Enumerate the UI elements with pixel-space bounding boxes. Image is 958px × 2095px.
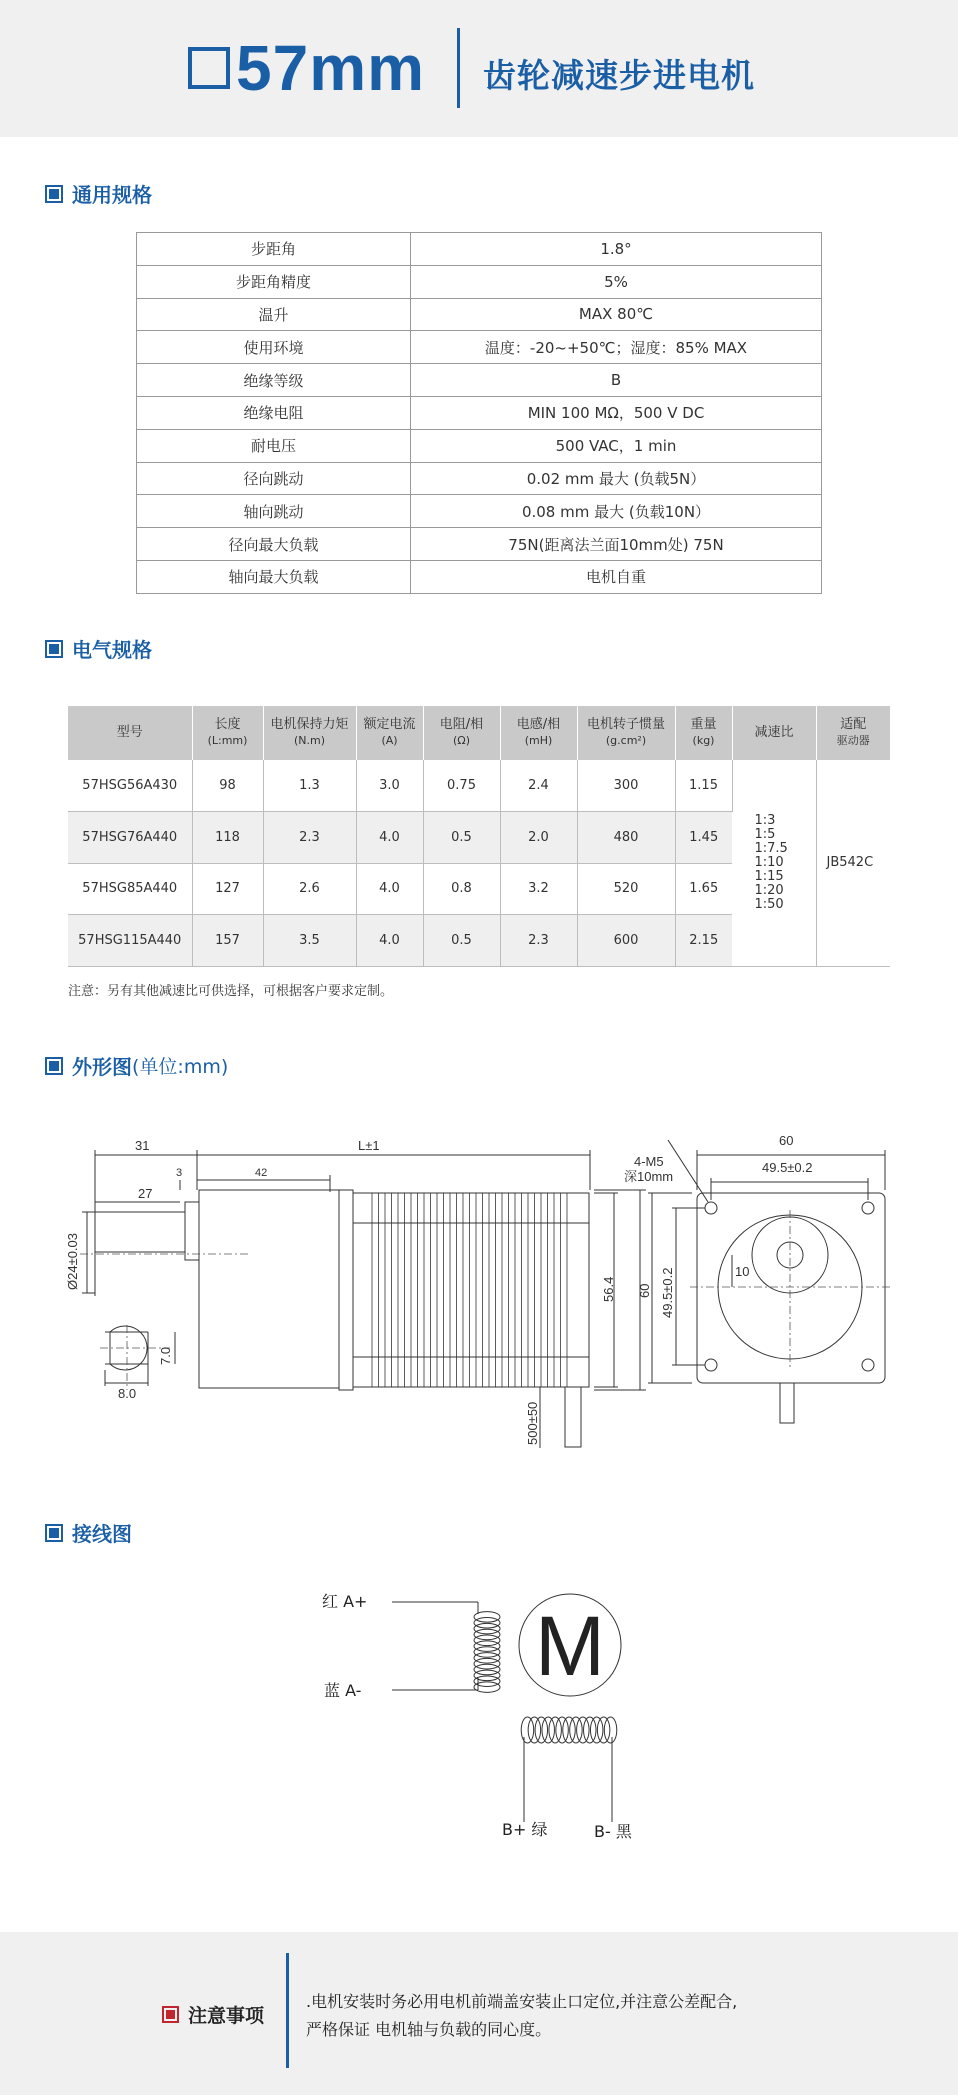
spec-row bbox=[137, 265, 822, 298]
spec-row bbox=[137, 298, 822, 331]
column-header-title: 电阻/相 bbox=[439, 717, 484, 732]
spec-key: 温升 bbox=[137, 298, 411, 331]
page-title: 齿轮减速步进电机 bbox=[483, 56, 755, 95]
spec-value: 电机自重 bbox=[411, 560, 822, 593]
dim-shaft-dia: Ø24±0.03 bbox=[65, 1232, 80, 1290]
column-header-title: 电机保持力矩 bbox=[270, 717, 349, 732]
motor-symbol: M bbox=[535, 1599, 605, 1693]
table-cell: 57HSG115A440 bbox=[68, 915, 192, 967]
outline-drawing bbox=[0, 1100, 958, 1480]
spec-key: 径向跳动 bbox=[137, 462, 411, 495]
table-cell: 4.0 bbox=[356, 812, 423, 864]
table-cell: 57HSG56A430 bbox=[68, 760, 192, 812]
table-cell: 4.0 bbox=[356, 915, 423, 967]
dim-56-4: 56.4 bbox=[601, 1276, 616, 1302]
spec-value: 0.02 mm 最大 (负载5N） bbox=[411, 462, 822, 495]
driver-cell: JB542C bbox=[816, 760, 890, 966]
column-header-unit: (L:mm) bbox=[207, 734, 248, 747]
column-header bbox=[732, 706, 816, 760]
section-wiring-heading bbox=[45, 1518, 132, 1547]
notice-label: 注意事项 bbox=[188, 2005, 265, 2027]
column-header bbox=[263, 706, 356, 760]
section-wiring-label: 接线图 bbox=[72, 1522, 132, 1546]
wire-b-minus-label: B- 黑 bbox=[594, 1822, 632, 1841]
spec-key: 轴向跳动 bbox=[137, 495, 411, 528]
column-header bbox=[356, 706, 423, 760]
dim-42: 42 bbox=[255, 1167, 268, 1179]
dim-7: 7.0 bbox=[158, 1346, 173, 1365]
electrical-spec-table bbox=[68, 706, 890, 967]
column-header-title: 重量 bbox=[690, 717, 717, 732]
spec-row bbox=[137, 462, 822, 495]
dim-m5: 4-M5 bbox=[634, 1154, 664, 1169]
ratio-item: 1:10 bbox=[754, 854, 784, 870]
column-header bbox=[577, 706, 675, 760]
table-cell: 300 bbox=[577, 760, 675, 812]
column-header-unit: (Ω) bbox=[453, 734, 470, 747]
column-header-unit: (N.m) bbox=[293, 734, 326, 747]
spec-row bbox=[137, 560, 822, 593]
table-cell: 3.0 bbox=[356, 760, 423, 812]
column-header-title: 电感/相 bbox=[516, 717, 561, 732]
wiring-diagram bbox=[0, 1560, 958, 1870]
table-cell: 3.5 bbox=[263, 915, 356, 967]
table-cell: 157 bbox=[192, 915, 263, 967]
table-cell: 0.75 bbox=[423, 760, 500, 812]
table-cell: 1.15 bbox=[675, 760, 732, 812]
column-header-unit: 驱动器 bbox=[836, 734, 870, 747]
spec-value: 75N(距离法兰面10mm处) 75N bbox=[411, 528, 822, 561]
spec-value: 500 VAC，1 min bbox=[411, 429, 822, 462]
dim-31: 31 bbox=[135, 1138, 150, 1153]
table-cell: 1.45 bbox=[675, 812, 732, 864]
table-cell: 480 bbox=[577, 812, 675, 864]
table-cell: 1.65 bbox=[675, 863, 732, 915]
dim-60: 60 bbox=[779, 1133, 794, 1148]
section-bullet-icon bbox=[45, 640, 63, 658]
table-cell: 3.2 bbox=[500, 863, 577, 915]
motor-size-text: 57mm bbox=[236, 32, 425, 104]
column-header-title: 电机转子惯量 bbox=[586, 717, 665, 732]
notice-line-2: 严格保证 电机轴与负载的同心度。 bbox=[306, 2020, 552, 2039]
spec-key: 步距角精度 bbox=[137, 265, 411, 298]
table-cell: 600 bbox=[577, 915, 675, 967]
column-header-unit: (g.cm²) bbox=[605, 734, 647, 747]
ratio-item: 1:50 bbox=[754, 896, 784, 912]
spec-value: 1.8° bbox=[411, 233, 822, 266]
spec-key: 耐电压 bbox=[137, 429, 411, 462]
ratio-item: 1:3 bbox=[754, 812, 776, 828]
column-header bbox=[816, 706, 890, 760]
spec-value: 温度：-20~+50℃；湿度：85% MAX bbox=[411, 331, 822, 364]
notice-text bbox=[306, 1988, 926, 2044]
ratio-cell bbox=[732, 760, 816, 966]
column-header-unit: (A) bbox=[381, 734, 398, 747]
notice-heading bbox=[162, 2001, 264, 2028]
table-cell: 520 bbox=[577, 863, 675, 915]
table-cell: 2.4 bbox=[500, 760, 577, 812]
spec-row bbox=[137, 429, 822, 462]
table-cell: 2.3 bbox=[500, 915, 577, 967]
ratio-item: 1:20 bbox=[754, 882, 784, 898]
section-general-label: 通用规格 bbox=[72, 183, 152, 207]
column-header-unit: (mH) bbox=[524, 734, 553, 747]
column-header bbox=[68, 706, 192, 760]
spec-key: 绝缘电阻 bbox=[137, 396, 411, 429]
column-header-title: 减速比 bbox=[754, 725, 794, 740]
table-cell: 57HSG85A440 bbox=[68, 863, 192, 915]
section-bullet-icon bbox=[45, 1524, 63, 1542]
spec-value: 0.08 mm 最大 (负载10N） bbox=[411, 495, 822, 528]
notice-bullet-icon bbox=[162, 2006, 179, 2023]
table-row bbox=[68, 760, 890, 812]
section-outline-label: 外形图 bbox=[72, 1055, 132, 1079]
notice-line-1: .电机安装时务必用电机前端盖安装止口定位,并注意公差配合, bbox=[306, 1992, 738, 2011]
section-outline-heading bbox=[45, 1051, 228, 1080]
spec-value: MAX 80℃ bbox=[411, 298, 822, 331]
ratio-item: 1:7.5 bbox=[754, 840, 788, 856]
column-header bbox=[500, 706, 577, 760]
motor-size-title bbox=[188, 28, 425, 108]
table-cell: 0.5 bbox=[423, 915, 500, 967]
dim-10: 10 bbox=[735, 1264, 750, 1279]
dim-8: 8.0 bbox=[118, 1386, 137, 1401]
electrical-note: 注意：另有其他减速比可供选择，可根据客户要求定制。 bbox=[68, 984, 394, 999]
ratio-item: 1:15 bbox=[754, 868, 784, 884]
table-cell: 0.5 bbox=[423, 812, 500, 864]
column-header bbox=[675, 706, 732, 760]
table-cell: 2.6 bbox=[263, 863, 356, 915]
header-divider bbox=[457, 28, 460, 108]
ratio-item: 1:5 bbox=[754, 826, 776, 842]
table-cell: 0.8 bbox=[423, 863, 500, 915]
dim-49-5: 49.5±0.2 bbox=[762, 1160, 813, 1175]
spec-key: 径向最大负载 bbox=[137, 528, 411, 561]
general-spec-table bbox=[136, 232, 822, 594]
column-header-unit: (kg) bbox=[692, 734, 715, 747]
dim-length: L±1 bbox=[358, 1138, 380, 1153]
section-bullet-icon bbox=[45, 1057, 63, 1075]
header-band bbox=[0, 0, 958, 137]
dim-60-vertical: 60 bbox=[637, 1283, 652, 1298]
table-cell: 4.0 bbox=[356, 863, 423, 915]
table-cell: 2.0 bbox=[500, 812, 577, 864]
dim-3: 3 bbox=[176, 1167, 183, 1179]
table-cell: 57HSG76A440 bbox=[68, 812, 192, 864]
column-header bbox=[423, 706, 500, 760]
dim-27: 27 bbox=[138, 1186, 153, 1201]
section-electrical-heading bbox=[45, 634, 152, 663]
spec-key: 轴向最大负载 bbox=[137, 560, 411, 593]
spec-value: 5% bbox=[411, 265, 822, 298]
section-electrical-label: 电气规格 bbox=[72, 638, 152, 662]
table-cell: 2.15 bbox=[675, 915, 732, 967]
column-header-title: 额定电流 bbox=[363, 717, 416, 732]
spec-row bbox=[137, 528, 822, 561]
table-cell: 2.3 bbox=[263, 812, 356, 864]
spec-row bbox=[137, 331, 822, 364]
column-header-title: 长度 bbox=[214, 717, 241, 732]
footer-divider bbox=[286, 1953, 289, 2068]
section-general-heading bbox=[45, 179, 152, 208]
column-header-title: 适配 bbox=[840, 717, 867, 732]
column-header bbox=[192, 706, 263, 760]
table-cell: 127 bbox=[192, 863, 263, 915]
spec-value: B bbox=[411, 364, 822, 397]
spec-row bbox=[137, 364, 822, 397]
column-header-title: 型号 bbox=[116, 725, 143, 740]
section-bullet-icon bbox=[45, 185, 63, 203]
dim-depth: 深10mm bbox=[624, 1169, 674, 1184]
spec-row bbox=[137, 396, 822, 429]
spec-value: MIN 100 MΩ，500 V DC bbox=[411, 396, 822, 429]
wire-a-plus-label: 红 A+ bbox=[322, 1592, 368, 1611]
section-outline-unit: (单位:mm) bbox=[132, 1056, 229, 1078]
dim-cable-length: 500±50 bbox=[525, 1401, 540, 1445]
spec-key: 使用环境 bbox=[137, 331, 411, 364]
table-cell: 1.3 bbox=[263, 760, 356, 812]
wire-a-minus-label: 蓝 A- bbox=[324, 1681, 362, 1700]
spec-key: 步距角 bbox=[137, 233, 411, 266]
table-cell: 118 bbox=[192, 812, 263, 864]
square-icon bbox=[188, 47, 230, 89]
spec-key: 绝缘等级 bbox=[137, 364, 411, 397]
dim-49-5-vertical: 49.5±0.2 bbox=[660, 1267, 675, 1318]
wire-b-plus-label: B+ 绿 bbox=[502, 1820, 548, 1839]
spec-row bbox=[137, 233, 822, 266]
spec-row bbox=[137, 495, 822, 528]
table-cell: 98 bbox=[192, 760, 263, 812]
